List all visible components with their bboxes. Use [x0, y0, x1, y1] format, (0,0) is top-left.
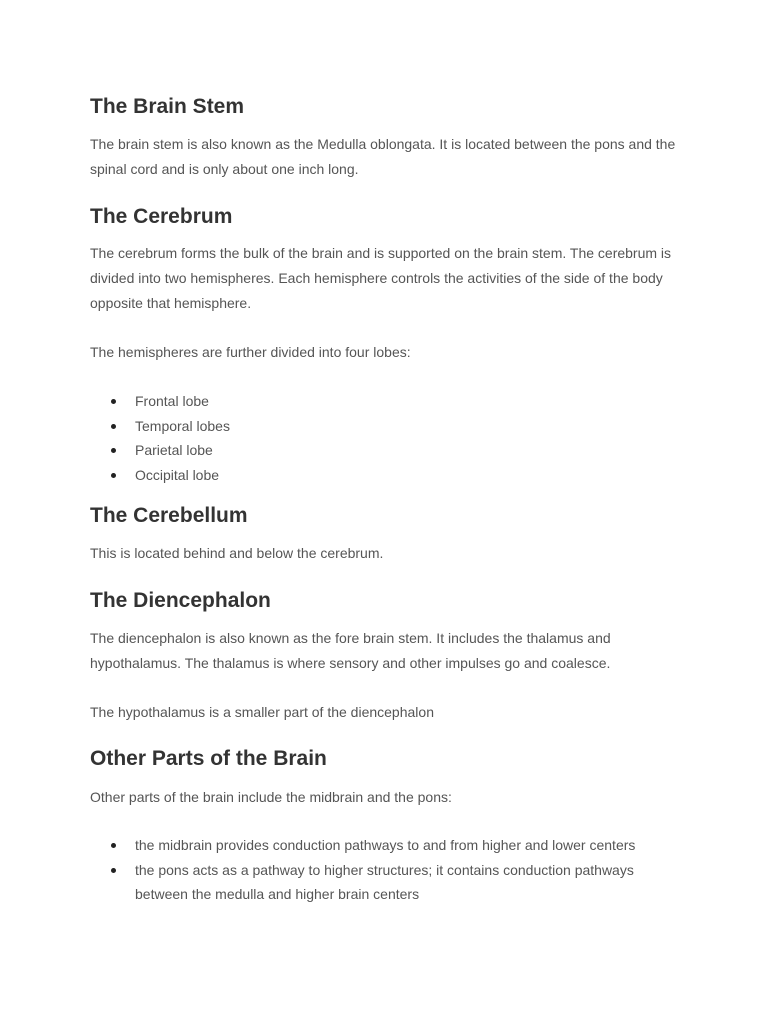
- list-item-lobe: Parietal lobe: [135, 438, 735, 463]
- heading-diencephalon: The Diencephalon: [90, 589, 271, 612]
- paragraph-cerebrum-intro: The cerebrum forms the bulk of the brain and is supported on the brain stem. The cerebrum is divided into two hemispheres. Each hemisphere controls the activities of the side of the body opposite that hemisphere.: [90, 245, 672, 311]
- list-item-lobe: Occipital lobe: [135, 463, 735, 488]
- list-item-lobe: Temporal lobes: [135, 414, 735, 439]
- other-parts-list: [90, 833, 735, 907]
- paragraph-other-parts: Other parts of the brain include the midbrain and the pons:: [90, 789, 452, 805]
- heading-cerebrum: The Cerebrum: [90, 205, 233, 228]
- lobes-list: [90, 389, 735, 487]
- paragraph-cerebrum-lobes: The hemispheres are further divided into four lobes:: [90, 344, 411, 360]
- paragraph-brain-stem: The brain stem is also known as the Medulla oblongata. It is located between the pons and the spinal cord and is only about one inch long.: [90, 136, 676, 177]
- paragraph-diencephalon-intro: The diencephalon is also known as the fore brain stem. It includes the thalamus and hypothalamus. The thalamus is where sensory and other impulses go and coalesce.: [90, 630, 611, 671]
- heading-brain-stem: The Brain Stem: [90, 95, 245, 118]
- list-item-pons: the pons acts as a pathway to higher structures; it contains conduction pathways between the medulla and higher brain centers: [135, 858, 690, 907]
- heading-other-parts: Other Parts of the Brain: [90, 747, 327, 770]
- list-item-lobe: Frontal lobe: [135, 389, 735, 414]
- paragraph-cerebellum: This is located behind and below the cerebrum.: [90, 545, 384, 561]
- list-item-midbrain: the midbrain provides conduction pathways to and from higher and lower centers: [135, 833, 690, 858]
- heading-cerebellum: The Cerebellum: [90, 504, 248, 527]
- paragraph-hypothalamus: The hypothalamus is a smaller part of the diencephalon: [90, 704, 434, 720]
